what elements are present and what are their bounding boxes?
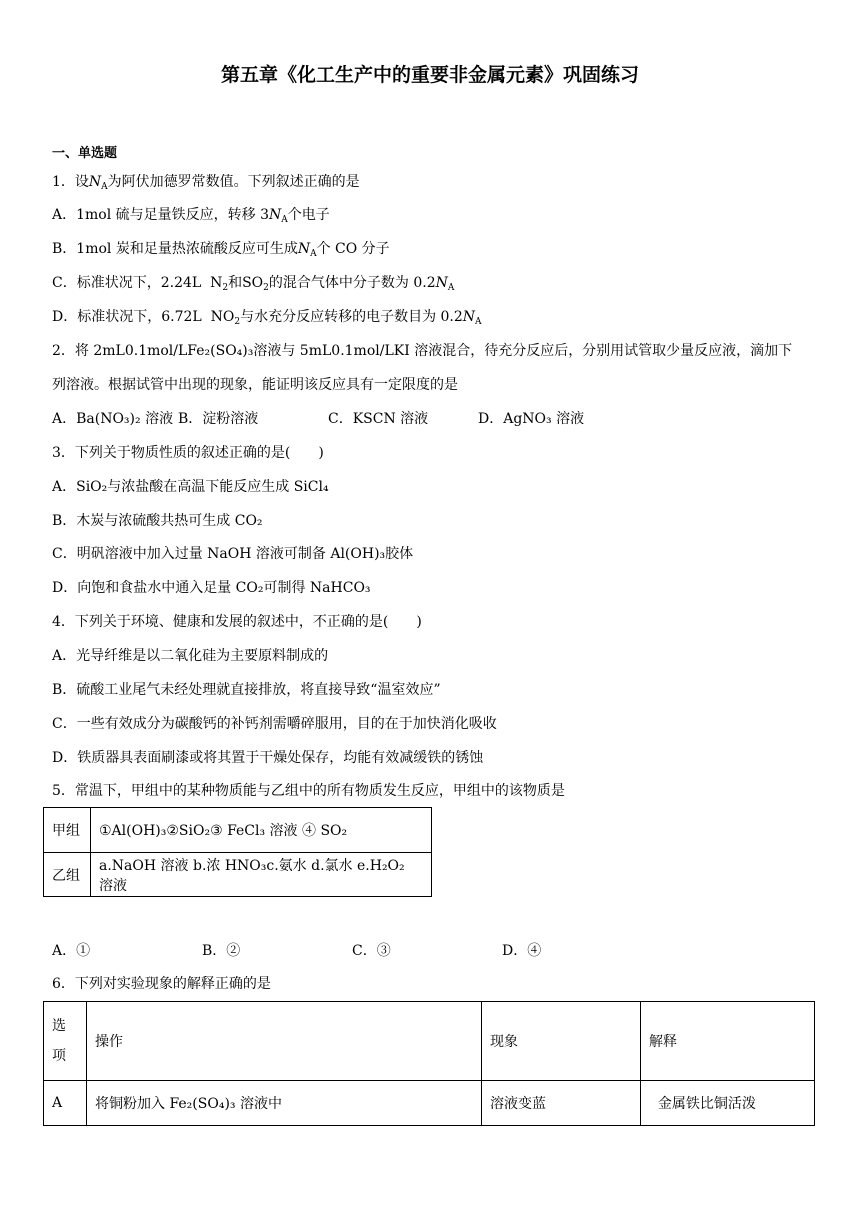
- q2-options: [52, 409, 584, 429]
- q5-option-b: B．②: [202, 943, 241, 959]
- q6-header-operation: 操作: [87, 1002, 482, 1081]
- q3-option-c: C．明矾溶液中加入过量 NaOH 溶液可制备 Al(OH)₃胶体: [52, 546, 414, 562]
- section-heading: 一、单选题: [52, 146, 118, 161]
- q4-option-d: D．铁质器具表面刷漆或将其置于干燥处保存，均能有效减缓铁的锈蚀: [52, 750, 484, 766]
- q6-table: [43, 1001, 815, 1126]
- q6-cell-option: A: [44, 1081, 87, 1126]
- q3-stem: 3．下列关于物质性质的叙述正确的是( ): [52, 445, 324, 461]
- q6-stem: 6．下列对实验现象的解释正确的是: [52, 976, 271, 992]
- q5-cell-label: 甲组: [44, 808, 91, 853]
- q5-table-row: [44, 853, 432, 897]
- page-title: 第五章《化工生产中的重要非金属元素》巩固练习: [220, 64, 639, 86]
- q5-option-c: C．③: [352, 943, 391, 959]
- q5-option-a: A．①: [52, 943, 91, 959]
- q2-stem-line1: 2．将 2mL0.1mol/LFe₂(SO₄)₃溶液与 5mL0.1mol/LKI 溶液混合，待充分反应后，分别用试管取少量反应液，滴加下: [52, 343, 793, 359]
- q5-table: [43, 807, 432, 897]
- q5-cell-label: 乙组: [44, 853, 91, 897]
- q6-header-row: [44, 1002, 815, 1081]
- q2-stem-line2: 列溶液。根据试管中出现的现象，能证明该反应具有一定限度的是: [52, 377, 458, 393]
- q1-option-b: B．1mol 炭和足量热浓硫酸反应可生成$N_A$个 CO 分子: [52, 241, 390, 259]
- q6-cell-phenomenon: 溶液变蓝: [482, 1081, 641, 1126]
- q4-option-b: B．硫酸工业尾气未经处理就直接排放，将直接导致“温室效应”: [52, 682, 441, 698]
- q1-option-d: D．标准状况下，6.72L $NO_2$与水充分反应转移的电子数目为 $0.2N_A$: [52, 309, 482, 327]
- q4-option-c: C．一些有效成分为碳酸钙的补钙剂需嚼碎服用，目的在于加快消化吸收: [52, 716, 497, 732]
- q5-option-d: D．④: [502, 943, 542, 959]
- table-row: [44, 1081, 815, 1126]
- q4-stem: 4．下列关于环境、健康和发展的叙述中，不正确的是( ): [52, 614, 422, 630]
- q4-option-a: A．光导纤维是以二氧化硅为主要原料制成的: [52, 648, 329, 664]
- q2-option-d: D．AgNO₃ 溶液: [478, 411, 585, 427]
- q2-option-c: C．KSCN 溶液: [328, 411, 429, 427]
- q2-option-a: A．Ba(NO₃)₂ 溶液: [52, 411, 174, 427]
- q3-option-a: A．SiO₂与浓盐酸在高温下能反应生成 SiCl₄: [52, 479, 329, 495]
- q3-option-b: B．木炭与浓硫酸共热可生成 CO₂: [52, 513, 263, 529]
- q5-options: [52, 941, 541, 961]
- q1-option-a: A．1mol 硫与足量铁反应，转移 $3N_A$个电子: [52, 207, 330, 225]
- q5-table-row: [44, 808, 432, 853]
- q2-option-b: B．淀粉溶液: [178, 411, 259, 427]
- q6-header-option: 选 项: [44, 1002, 87, 1081]
- q1-option-c: C．标准状况下，2.24L $N_2$和$SO_2$的混合气体中分子数为 $0.2N_A$: [52, 275, 455, 293]
- q5-cell-content: ①Al(OH)₃②SiO₂③ FeCl₃ 溶液 ④ SO₂: [91, 808, 432, 853]
- q1-stem: 1．设$N_A$为阿伏加德罗常数值。下列叙述正确的是: [52, 174, 360, 192]
- q5-cell-content: a.NaOH 溶液 b.浓 HNO₃c.氨水 d.氯水 e.H₂O₂ 溶液: [91, 853, 432, 897]
- q6-cell-operation: 将铜粉加入 Fe₂(SO₄)₃ 溶液中: [87, 1081, 482, 1126]
- q5-stem: 5．常温下，甲组中的某种物质能与乙组中的所有物质发生反应，甲组中的该物质是: [52, 783, 565, 799]
- q6-header-phenomenon: 现象: [482, 1002, 641, 1081]
- q6-cell-explanation: 金属铁比铜活泼: [641, 1081, 815, 1126]
- q3-option-d: D．向饱和食盐水中通入足量 CO₂可制得 NaHCO₃: [52, 580, 371, 596]
- q6-header-explanation: 解释: [641, 1002, 815, 1081]
